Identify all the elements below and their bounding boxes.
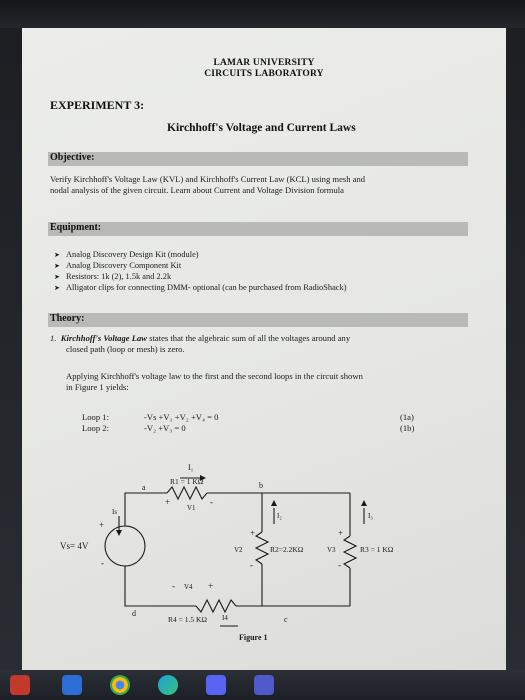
document-page	[22, 28, 506, 670]
arrow-bullet-icon: ➤	[54, 284, 60, 292]
label-r1: R1 = 1 KΩ	[170, 477, 204, 486]
label-r3: R3 = 1 KΩ	[360, 545, 394, 554]
v2-minus: -	[250, 560, 253, 570]
resistor-r2	[256, 532, 268, 564]
label-r4: R4 = 1.5 KΩ	[168, 615, 207, 624]
equipment-item: ➤ Analog Discovery Design Kit (module)	[54, 250, 199, 259]
kvl-statement: 1. Kirchhoff's Voltage Law states that the algebraic sum of all the voltages around any	[50, 333, 351, 343]
label-vs: Vs= 4V	[60, 541, 89, 551]
discord-icon[interactable]	[206, 675, 226, 695]
chrome-icon[interactable]	[110, 675, 130, 695]
experiment-title: Kirchhoff's Voltage and Current Laws	[167, 122, 356, 134]
wire-top-left	[125, 493, 167, 506]
node-c: c	[284, 615, 288, 624]
loop1-tag: (1a)	[400, 412, 414, 422]
label-v1: V1	[187, 504, 196, 512]
loop1-label: Loop 1:	[82, 412, 109, 422]
vs-minus: -	[101, 558, 104, 568]
label-v2: V2	[234, 546, 243, 554]
node-d: d	[132, 609, 136, 618]
node-b: b	[259, 481, 263, 490]
arrow-bullet-icon: ➤	[54, 273, 60, 281]
voltage-source	[105, 526, 145, 566]
theory-heading-band	[48, 313, 468, 327]
teams-icon[interactable]	[254, 675, 274, 695]
arrow-bullet-icon: ➤	[54, 262, 60, 270]
node-a: a	[142, 483, 146, 492]
arrow-bullet-icon: ➤	[54, 251, 60, 259]
university-name: LAMAR UNIVERSITY	[213, 58, 315, 68]
v4-minus: -	[172, 581, 175, 591]
resistor-r1	[167, 487, 207, 499]
applying-line-1: Applying Kirchhoff's voltage law to the first and the second loops in the circuit shown	[66, 371, 363, 381]
loop1-equation: -Vs +V₁ +V₂ +V₄ = 0	[144, 412, 219, 422]
label-v3: V3	[327, 546, 336, 554]
theory-heading: Theory:	[50, 313, 85, 324]
lab-name: CIRCUITS LABORATORY	[204, 69, 324, 79]
v1-plus: +	[165, 497, 171, 507]
loop2-equation: -V₂ +V₃ = 0	[144, 423, 186, 433]
loop2-label: Loop 2:	[82, 423, 109, 433]
figure-caption: Figure 1	[239, 633, 268, 642]
experiment-number: EXPERIMENT 3:	[50, 98, 145, 112]
edge-icon[interactable]	[158, 675, 178, 695]
equipment-item: ➤ Analog Discovery Component Kit	[54, 261, 182, 270]
label-i1: I₁	[188, 463, 194, 472]
objective-line-2: nodal analysis of the given circuit. Learn about Current and Voltage Division formula	[50, 185, 344, 195]
label-is: Is	[112, 508, 118, 516]
v1-minus: -	[210, 497, 213, 507]
resistor-r3	[344, 536, 356, 568]
objective-heading: Objective:	[50, 152, 95, 163]
resistor-r4	[196, 600, 236, 612]
circuit-diagram	[22, 448, 506, 648]
label-i3: I₃	[368, 512, 373, 520]
start-icon[interactable]	[10, 675, 30, 695]
vs-plus: +	[99, 520, 105, 530]
v4-plus: +	[208, 581, 214, 591]
applying-line-2: in Figure 1 yields:	[66, 382, 129, 392]
equipment-heading: Equipment:	[50, 222, 102, 233]
label-v4: V4	[184, 583, 193, 591]
v3-minus: -	[338, 560, 341, 570]
equipment-item: ➤ Alligator clips for connecting DMM- optional (can be purchased from RadioShack)	[54, 283, 347, 292]
loop2-tag: (1b)	[400, 423, 415, 433]
label-i2: I₂	[277, 512, 282, 520]
label-i4: I4	[222, 614, 228, 622]
objective-line-1: Verify Kirchhoff's Voltage Law (KVL) and Kirchhoff's Current Law (KCL) using mesh and	[50, 174, 366, 184]
objective-heading-band	[48, 152, 468, 166]
screen-bezel	[0, 0, 525, 28]
kvl-statement-line-2: closed path (loop or mesh) is zero.	[66, 344, 185, 354]
mail-icon[interactable]	[62, 675, 82, 695]
equipment-item: ➤ Resistors: 1k (2), 1.5k and 2.2k	[54, 272, 172, 281]
kvl-term: Kirchhoff's Voltage Law	[60, 333, 148, 343]
label-r2: R2=2.2KΩ	[270, 545, 304, 554]
v3-plus: +	[338, 528, 344, 538]
v2-plus: +	[250, 528, 256, 538]
equipment-heading-band	[48, 222, 468, 236]
